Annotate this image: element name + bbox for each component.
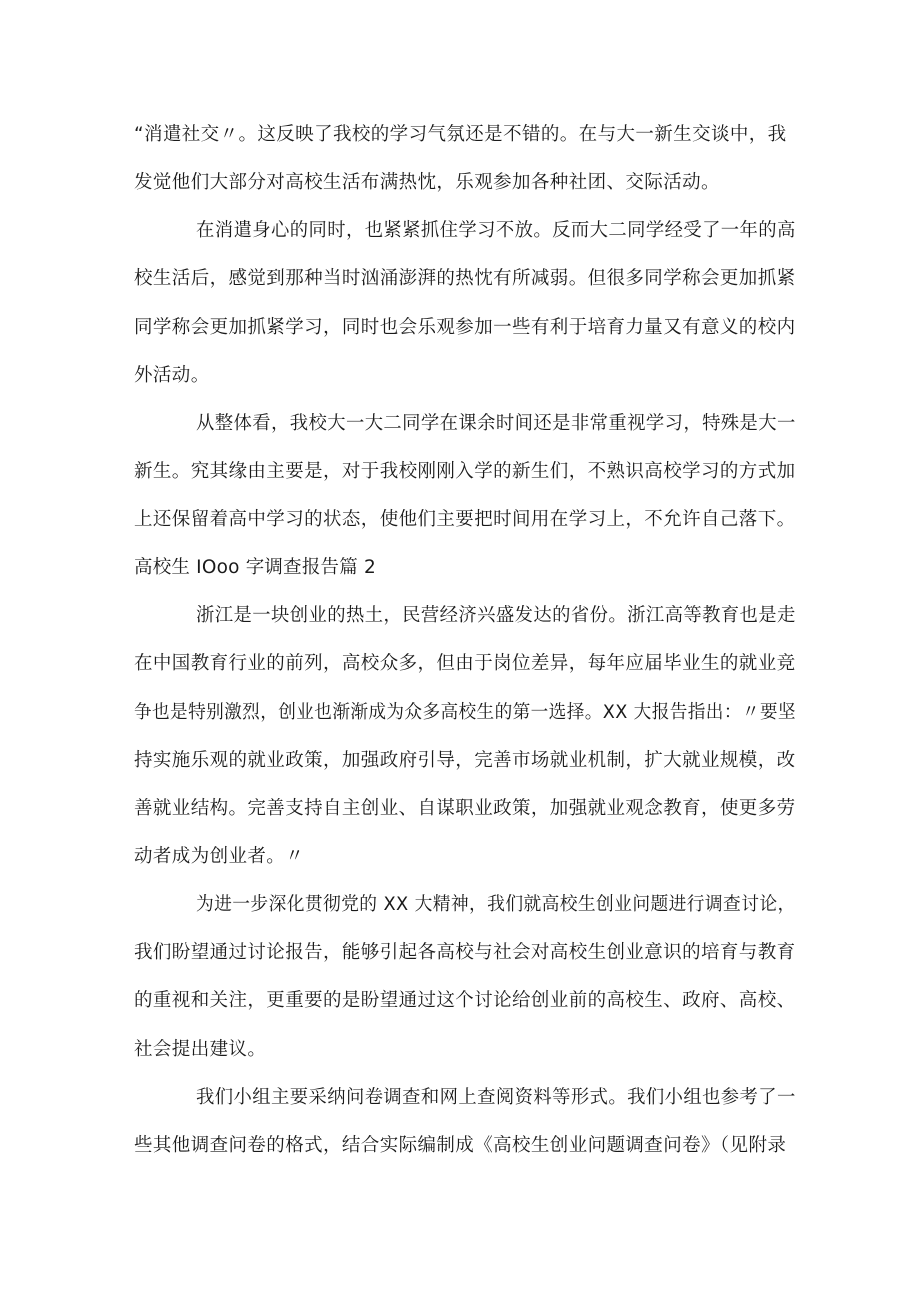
paragraph-line: 为进一步深化贯彻党的 XX 大精神，我们就高校生创业问题进行调查讨论， [196,894,796,915]
paragraph-line: 同学称会更加抓紧学习，同时也会乐观参加一些有利于培育力量又有意义的校内 [134,317,796,338]
paragraph-line: 从整体看，我校大一大二同学在课余时间还是非常重视学习，特殊是大一 [196,413,796,434]
paragraph-line: 持实施乐观的就业政策，加强政府引导，完善市场就业机制，扩大就业规模，改 [134,750,796,771]
paragraph-line: 社会提出建议。 [134,1039,267,1060]
paragraph-line: 些其他调查问卷的格式，结合实际编制成《高校生创业问题调查问卷》（见附录 [134,1135,787,1156]
paragraph-line: 校生活后，感觉到那种当时汹涌澎湃的热忱有所减弱。但很多同学称会更加抓紧 [134,268,796,289]
paragraph-line: 在消遣身心的同时，也紧紧抓住学习不放。反而大二同学经受了一年的高 [196,220,796,241]
paragraph-line: 善就业结构。完善支持自主创业、自谋职业政策，加强就业观念教育，使更多劳 [134,798,796,819]
paragraph-line: 上还保留着高中学习的状态，使他们主要把时间用在学习上，不允许自己落下。 [134,509,796,530]
paragraph-line: 外活动。 [134,365,210,386]
paragraph-line: 动者成为创业者。〃 [134,846,305,867]
paragraph-line: 新生。究其缘由主要是，对于我校刚刚入学的新生们，不熟识高校学习的方式加 [134,461,796,482]
paragraph-line: 的重视和关注，更重要的是盼望通过这个讨论给创业前的高校生、政府、高校、 [134,990,796,1011]
paragraph-line: 浙江是一块创业的热土，民营经济兴盛发达的省份。浙江高等教育也是走 [196,605,796,626]
paragraph-line: “消遣社交〃。这反映了我校的学习气氛还是不错的。在与大一新生交谈中，我 [134,124,787,145]
paragraph-line: 我们盼望通过讨论报告，能够引起各高校与社会对高校生创业意识的培育与教育 [134,942,796,963]
paragraph-line: 争也是特别激烈，创业也渐渐成为众多高校生的第一选择。XX 大报告指出：〃要坚 [134,702,796,723]
paragraph-line: 在中国教育行业的前列，高校众多，但由于岗位差异，每年应届毕业生的就业竞 [134,653,796,674]
paragraph-line: 我们小组主要采纳问卷调查和网上查阅资料等形式。我们小组也参考了一 [196,1087,796,1108]
section-heading: 高校生 IOoo 字调查报告篇 2 [134,557,376,578]
paragraph-line: 发觉他们大部分对高校生活布满热忱，乐观参加各种社团、交际活动。 [134,172,720,193]
